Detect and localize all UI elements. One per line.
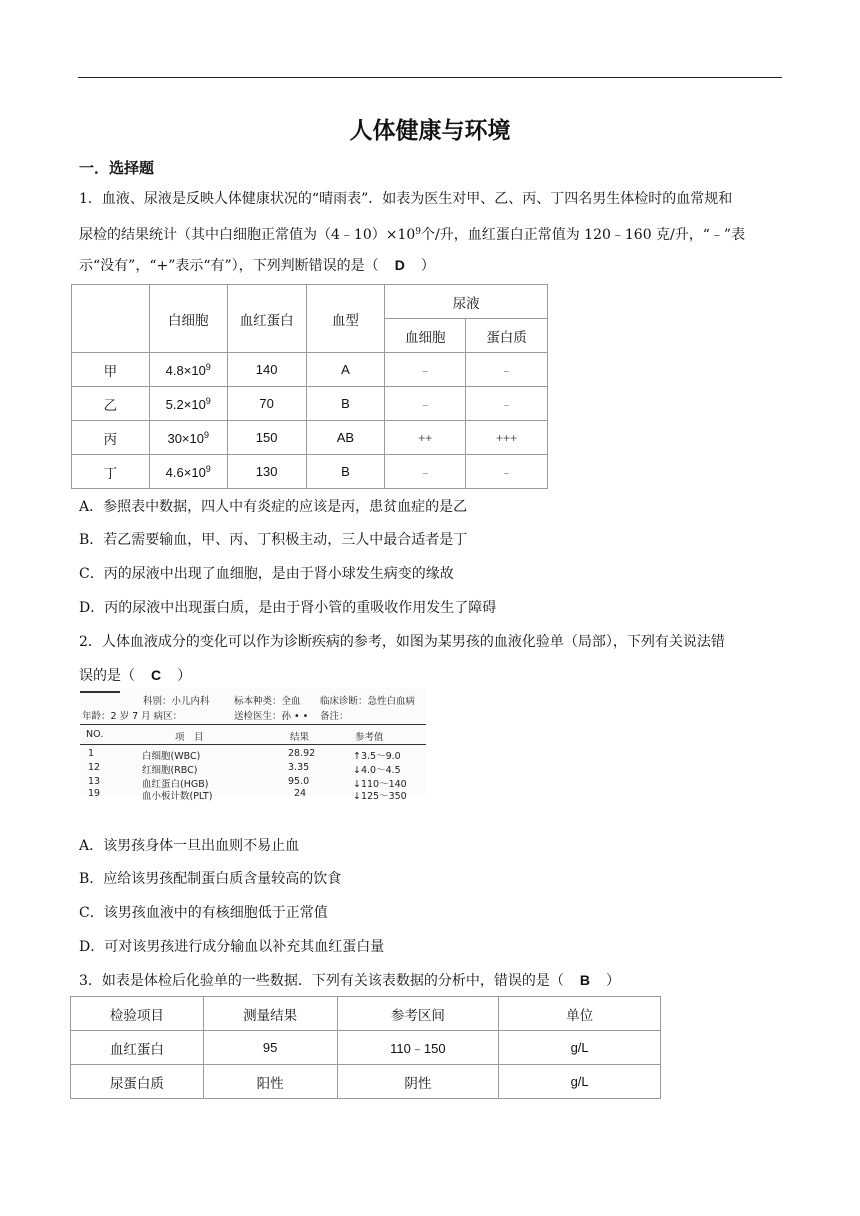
q1-text-line2 xyxy=(79,222,745,245)
section-heading: 一．选择题 xyxy=(79,159,155,177)
q1-option-c: C．丙的尿液中出现了血细胞，是由于肾小球发生病变的缘故 xyxy=(79,566,454,582)
q2-answer: C xyxy=(151,667,162,683)
q1-text-line1: 1．血液、尿液是反映人体健康状况的“晴雨表”．如表为医生对甲、乙、丙、丁四名男生体检时的血常规和 xyxy=(79,191,733,207)
table-row xyxy=(72,455,548,489)
report-rule xyxy=(80,744,426,745)
urine-rbc-cell: ﹣ xyxy=(385,455,466,489)
report-row-item: 红细胞(RBC) xyxy=(142,765,198,776)
table-row xyxy=(71,1031,661,1065)
row-name: 丙 xyxy=(72,421,150,455)
q1-option-d: D．丙的尿液中出现蛋白质，是由于肾小管的重吸收作用发生了障碍 xyxy=(79,600,497,616)
blood-type-cell: A xyxy=(306,353,385,387)
report-row-no: 1 xyxy=(88,748,95,759)
urine-protein-cell: +++ xyxy=(466,421,548,455)
urine-protein-cell: ﹣ xyxy=(466,353,548,387)
reference-cell: 阴性 xyxy=(337,1065,499,1099)
report-row-ref: ↓110～140 xyxy=(353,779,407,790)
q2-bracket: ） xyxy=(177,668,192,684)
wbc-cell: $4.8\times 10^9$ xyxy=(149,353,227,387)
header-urine-rbc: 血细胞 xyxy=(385,319,466,353)
header-test-item: 检验项目 xyxy=(71,997,204,1031)
report-row-ref: ↓125～350 xyxy=(353,791,407,802)
report-row-result: 95.0 xyxy=(288,776,310,787)
header-rule xyxy=(78,77,782,78)
hgb-cell: 140 xyxy=(227,353,306,387)
urine-rbc-cell: ﹣ xyxy=(385,353,466,387)
header-result: 测量结果 xyxy=(203,997,337,1031)
unit-cell: g/L xyxy=(499,1065,661,1099)
q2-option-d: D．可对该男孩进行成分输血以补充其血红蛋白量 xyxy=(79,939,385,955)
report-col-no: NO. xyxy=(86,729,104,740)
corner-cell xyxy=(72,285,150,353)
row-name: 丁 xyxy=(72,455,150,489)
wbc-cell: $4.6\times 10^9$ xyxy=(149,455,227,489)
row-name: 甲 xyxy=(72,353,150,387)
report-row-result: 3.35 xyxy=(288,762,310,773)
report-row-result: 24 xyxy=(294,788,307,799)
report-col-item: 项 目 xyxy=(175,732,204,743)
q2-text-line2 xyxy=(79,665,191,686)
lab-report-image xyxy=(80,688,426,802)
q1-text-line3 xyxy=(79,255,435,276)
q1-option-b: B．若乙需要输血，甲、丙、丁积极主动，三人中最合适者是丁 xyxy=(79,532,468,548)
result-cell: 95 xyxy=(203,1031,337,1065)
q2-option-b: B．应给该男孩配制蛋白质含量较高的饮食 xyxy=(79,871,342,887)
header-blood-type: 血型 xyxy=(306,285,385,353)
header-urine-protein: 蛋白质 xyxy=(466,319,548,353)
q3-bracket: ） xyxy=(606,973,621,989)
q3-text-line1 xyxy=(79,970,620,991)
header-hgb: 血红蛋白 xyxy=(227,285,306,353)
report-sample-type: 标本种类：全血 xyxy=(234,696,301,707)
wbc-cell: $5.2\times 10^9$ xyxy=(149,387,227,421)
header-urine: 尿液 xyxy=(385,285,548,319)
blood-type-cell: B xyxy=(306,455,385,489)
table-row xyxy=(72,421,548,455)
report-doctor: 送检医生：孙 • • xyxy=(234,711,309,722)
hgb-cell: 150 xyxy=(227,421,306,455)
table-row xyxy=(71,1065,661,1099)
test-item-cell: 血红蛋白 xyxy=(71,1031,204,1065)
urine-rbc-cell: ++ xyxy=(385,421,466,455)
report-col-ref: 参考值 xyxy=(355,732,384,743)
report-row-item: 白细胞(WBC) xyxy=(142,751,201,762)
hgb-cell: 130 xyxy=(227,455,306,489)
header-wbc: 白细胞 xyxy=(149,285,227,353)
report-remarks: 备注： xyxy=(320,711,349,722)
report-row-ref: ↑3.5～9.0 xyxy=(353,751,401,762)
hgb-cell: 70 xyxy=(227,387,306,421)
test-item-cell: 尿蛋白质 xyxy=(71,1065,204,1099)
q3-answer: B xyxy=(579,972,591,988)
report-dept: 科别：小儿内科 xyxy=(143,696,210,707)
q2-text-line1: 2．人体血液成分的变化可以作为诊断疾病的参考，如图为某男孩的血液化验单（局部），下列有关说法错 xyxy=(79,634,725,650)
q1-exponent: 9 xyxy=(415,227,421,237)
table-row xyxy=(72,353,548,387)
report-col-result: 结果 xyxy=(290,732,310,743)
q2-option-a: A．该男孩身体一旦出血则不易止血 xyxy=(79,838,300,854)
report-row-item: 血小板计数(PLT) xyxy=(142,791,213,802)
q3-stem: 3．如表是体检后化验单的一些数据．下列有关该表数据的分析中，错误的是（ xyxy=(79,973,564,989)
q2-stem-end: 误的是（ xyxy=(79,668,135,684)
q3-table xyxy=(70,996,661,1099)
unit-cell: g/L xyxy=(499,1031,661,1065)
q2-option-c: C．该男孩血液中的有核细胞低于正常值 xyxy=(79,905,328,921)
blood-type-cell: AB xyxy=(306,421,385,455)
wbc-cell: $30\times 10^9$ xyxy=(149,421,227,455)
report-corner-rule xyxy=(80,691,120,693)
q1-table xyxy=(71,284,548,489)
blood-type-cell: B xyxy=(306,387,385,421)
page-title: 人体健康与环境 xyxy=(349,118,511,144)
q1-option-a: A．参照表中数据，四人中有炎症的应该是丙，患贫血症的是乙 xyxy=(79,499,468,515)
table-row xyxy=(72,387,548,421)
q1-text-part: 个/升，血红蛋白正常值为 120﹣160 克/升，“﹣”表 xyxy=(421,227,746,243)
q1-answer: D xyxy=(394,257,405,273)
result-cell: 阳性 xyxy=(203,1065,337,1099)
report-row-no: 13 xyxy=(88,776,101,787)
report-rule xyxy=(80,724,426,725)
urine-rbc-cell: ﹣ xyxy=(385,387,466,421)
report-row-no: 12 xyxy=(88,762,101,773)
report-diagnosis: 临床诊断：急性白血病 xyxy=(320,696,416,707)
header-reference: 参考区间 xyxy=(337,997,499,1031)
report-row-item: 血红蛋白(HGB) xyxy=(142,779,209,790)
reference-cell: 110﹣150 xyxy=(337,1031,499,1065)
report-row-ref: ↓4.0～4.5 xyxy=(353,765,401,776)
report-row-no: 19 xyxy=(88,788,101,799)
row-name: 乙 xyxy=(72,387,150,421)
header-unit: 单位 xyxy=(499,997,661,1031)
urine-protein-cell: ﹣ xyxy=(466,455,548,489)
report-age: 年龄：2 岁 7 月 病区： xyxy=(82,711,183,722)
report-row-result: 28.92 xyxy=(288,748,316,759)
q1-stem-end: 示“没有”，“+”表示“有”），下列判断错误的是（ xyxy=(79,258,379,274)
q1-bracket: ） xyxy=(420,258,435,274)
urine-protein-cell: ﹣ xyxy=(466,387,548,421)
q1-text-part: 尿检的结果统计（其中白细胞正常值为（4﹣10）×10 xyxy=(79,227,416,243)
